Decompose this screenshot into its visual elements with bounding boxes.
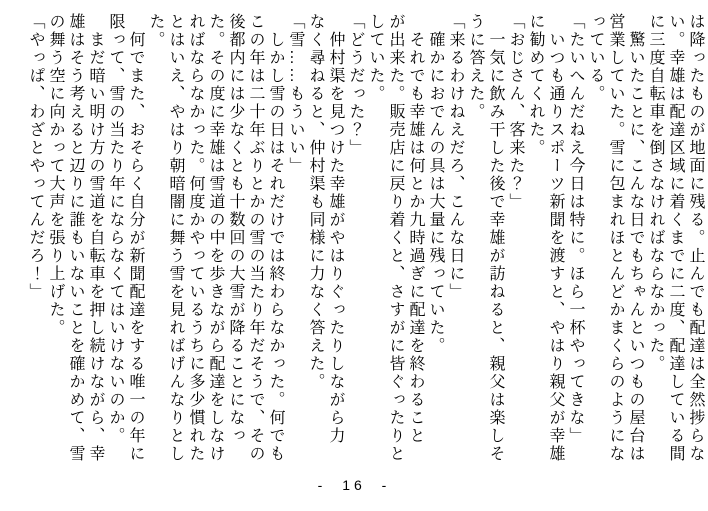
- text-line: が出来た。販売店に戻り着くと、さすがに皆ぐったりと: [387, 13, 404, 463]
- text-line: い。幸雄は配達区域に着くまでに二度、配達している間: [667, 13, 684, 463]
- text-line: 「どうだった？」: [347, 13, 364, 157]
- text-line: 「たいへんだねえ今日は特に。ほら一杯やってきな」: [567, 13, 584, 445]
- text-line: まだ暗い明け方の雪道を自転車を押し続けながら、幸: [87, 13, 104, 463]
- text-line: 営業していた。雪に包まれほとんどかまくらのようにな: [607, 13, 624, 463]
- text-line: た。: [147, 13, 164, 49]
- text-line: うに答えた。: [467, 13, 484, 121]
- text-line: 雄はそう考えると辺りに誰もいないことを確かめて、雪: [67, 13, 84, 463]
- text-line: していた。: [367, 13, 384, 103]
- text-line: それでも幸雄は何とか九時過ぎに配達を終わること: [407, 13, 424, 445]
- text-line: 「やっぱ、わざとやってんだろ！」: [27, 13, 44, 301]
- text-line: この年は二十年ぶりとかの雪の当たり年だそうで、その: [247, 13, 264, 463]
- text-line: は降ったものが地面に残る。止んでも配達は全然捗らな: [687, 13, 704, 463]
- text-line: ればならなかった。何度かやっているうちに多少慣れた: [187, 13, 204, 463]
- text-line: の舞う空に向かって大声を張り上げた。: [47, 13, 64, 337]
- text-line: 何でまた、おそらく自分が新聞配達をする唯一の年に: [127, 13, 144, 463]
- text-line: に勧めてくれた。: [527, 13, 544, 157]
- text-line: 限って、雪の当たり年にならなくてはいけないのか。: [107, 13, 124, 445]
- text-line: なく尋ねると、仲村渠も同様に力なく答えた。: [307, 13, 324, 391]
- body-text-vertical: [25, 13, 705, 465]
- text-line: に三度自転車を倒さなければならなかった。: [647, 13, 664, 373]
- text-line: 確かにおでんの具は大量に残っていた。: [427, 13, 444, 355]
- text-line: とはいえ、やはり朝暗闇に舞う雪を見ればげんなりとし: [167, 13, 184, 463]
- text-line: っている。: [587, 13, 604, 103]
- text-line: 後都内には少なくとも十数回の大雪が降ることになっ: [227, 13, 244, 445]
- text-line: 「雪……もういい」: [287, 13, 304, 175]
- page-number: - 16 -: [317, 477, 391, 493]
- text-line: 「来るわけねえだろ、こんな日に」: [447, 13, 464, 301]
- text-line: 「おじさん、客来た？」: [507, 13, 524, 211]
- text-line: た。その度に幸雄は雪道の中を歩きながら配達をしなけ: [207, 13, 224, 463]
- text-line: 一気に飲み干した後で幸雄が訪ねると、親父は楽しそ: [487, 13, 504, 463]
- text-line: しかし雪の日はそれだけでは終わらなかった。何でも: [267, 13, 284, 463]
- text-line: 驚いたことに、こんな日でもちゃんといつもの屋台は: [627, 13, 644, 463]
- text-line: いつも通りスポーツ新聞を渡すと、やはり親父が幸雄: [547, 13, 564, 463]
- text-line: 仲村渠を見つけた幸雄がやはりぐったりしながら力: [327, 13, 344, 445]
